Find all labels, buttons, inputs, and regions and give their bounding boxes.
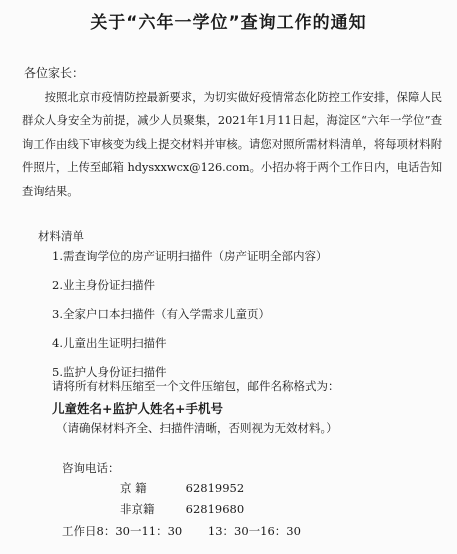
list-item: 2.业主身份证扫描件: [52, 278, 155, 292]
phone-row-non-beijing: [120, 501, 244, 517]
list-item: 5.监护人身份证扫描件: [52, 365, 167, 379]
materials-heading: 材料清单: [38, 229, 84, 243]
hours-afternoon: 13：30一16：30: [207, 524, 301, 538]
greeting: 各位家长：: [24, 66, 85, 80]
list-item: 4.儿童出生证明扫描件: [52, 336, 167, 350]
list-item: 1.需查询学位的房产证明扫描件（房产证明全部内容）: [52, 249, 328, 263]
list-item: 3.全家户口本扫描件（有入学需求儿童页）: [52, 307, 270, 321]
phone-row-beijing: [120, 480, 244, 496]
submission-note: （请确保材料齐全、扫描件清晰，否则视为无效材料。）: [56, 421, 338, 435]
contact-heading: 咨询电话：: [62, 461, 120, 475]
working-hours: [62, 523, 323, 539]
notice-title: 关于“六年一学位”查询工作的通知: [90, 13, 367, 33]
materials-list: [52, 242, 327, 387]
hours-morning: 工作日8：30一11：30: [62, 524, 183, 538]
email-name-format: 儿童姓名+监护人姓名+手机号: [52, 401, 223, 416]
submission-instruction: 请将所有材料压缩至一个文件压缩包，邮件名称格式为：: [52, 379, 340, 393]
phone-label: 京 籍: [120, 481, 147, 495]
phone-number: 62819680: [185, 502, 245, 516]
intro-paragraph: 按照北京市疫情防控最新要求，为切实做好疫情常态化防控工作安排，保障人民群众人身安全为前提，减少人员聚集，2021年1月11日起，海淀区“六年一学位”查询工作由线下审核变为线上提交材料并审核。请您对照所需材料清单，将每项材料附件照片，上传至邮箱 hdysxxwcx@126.com。小招办将于两个工作日内，电话告知查询结果。: [22, 91, 442, 198]
phone-number: 62819952: [185, 481, 245, 495]
phone-label: 非京籍: [120, 502, 155, 516]
